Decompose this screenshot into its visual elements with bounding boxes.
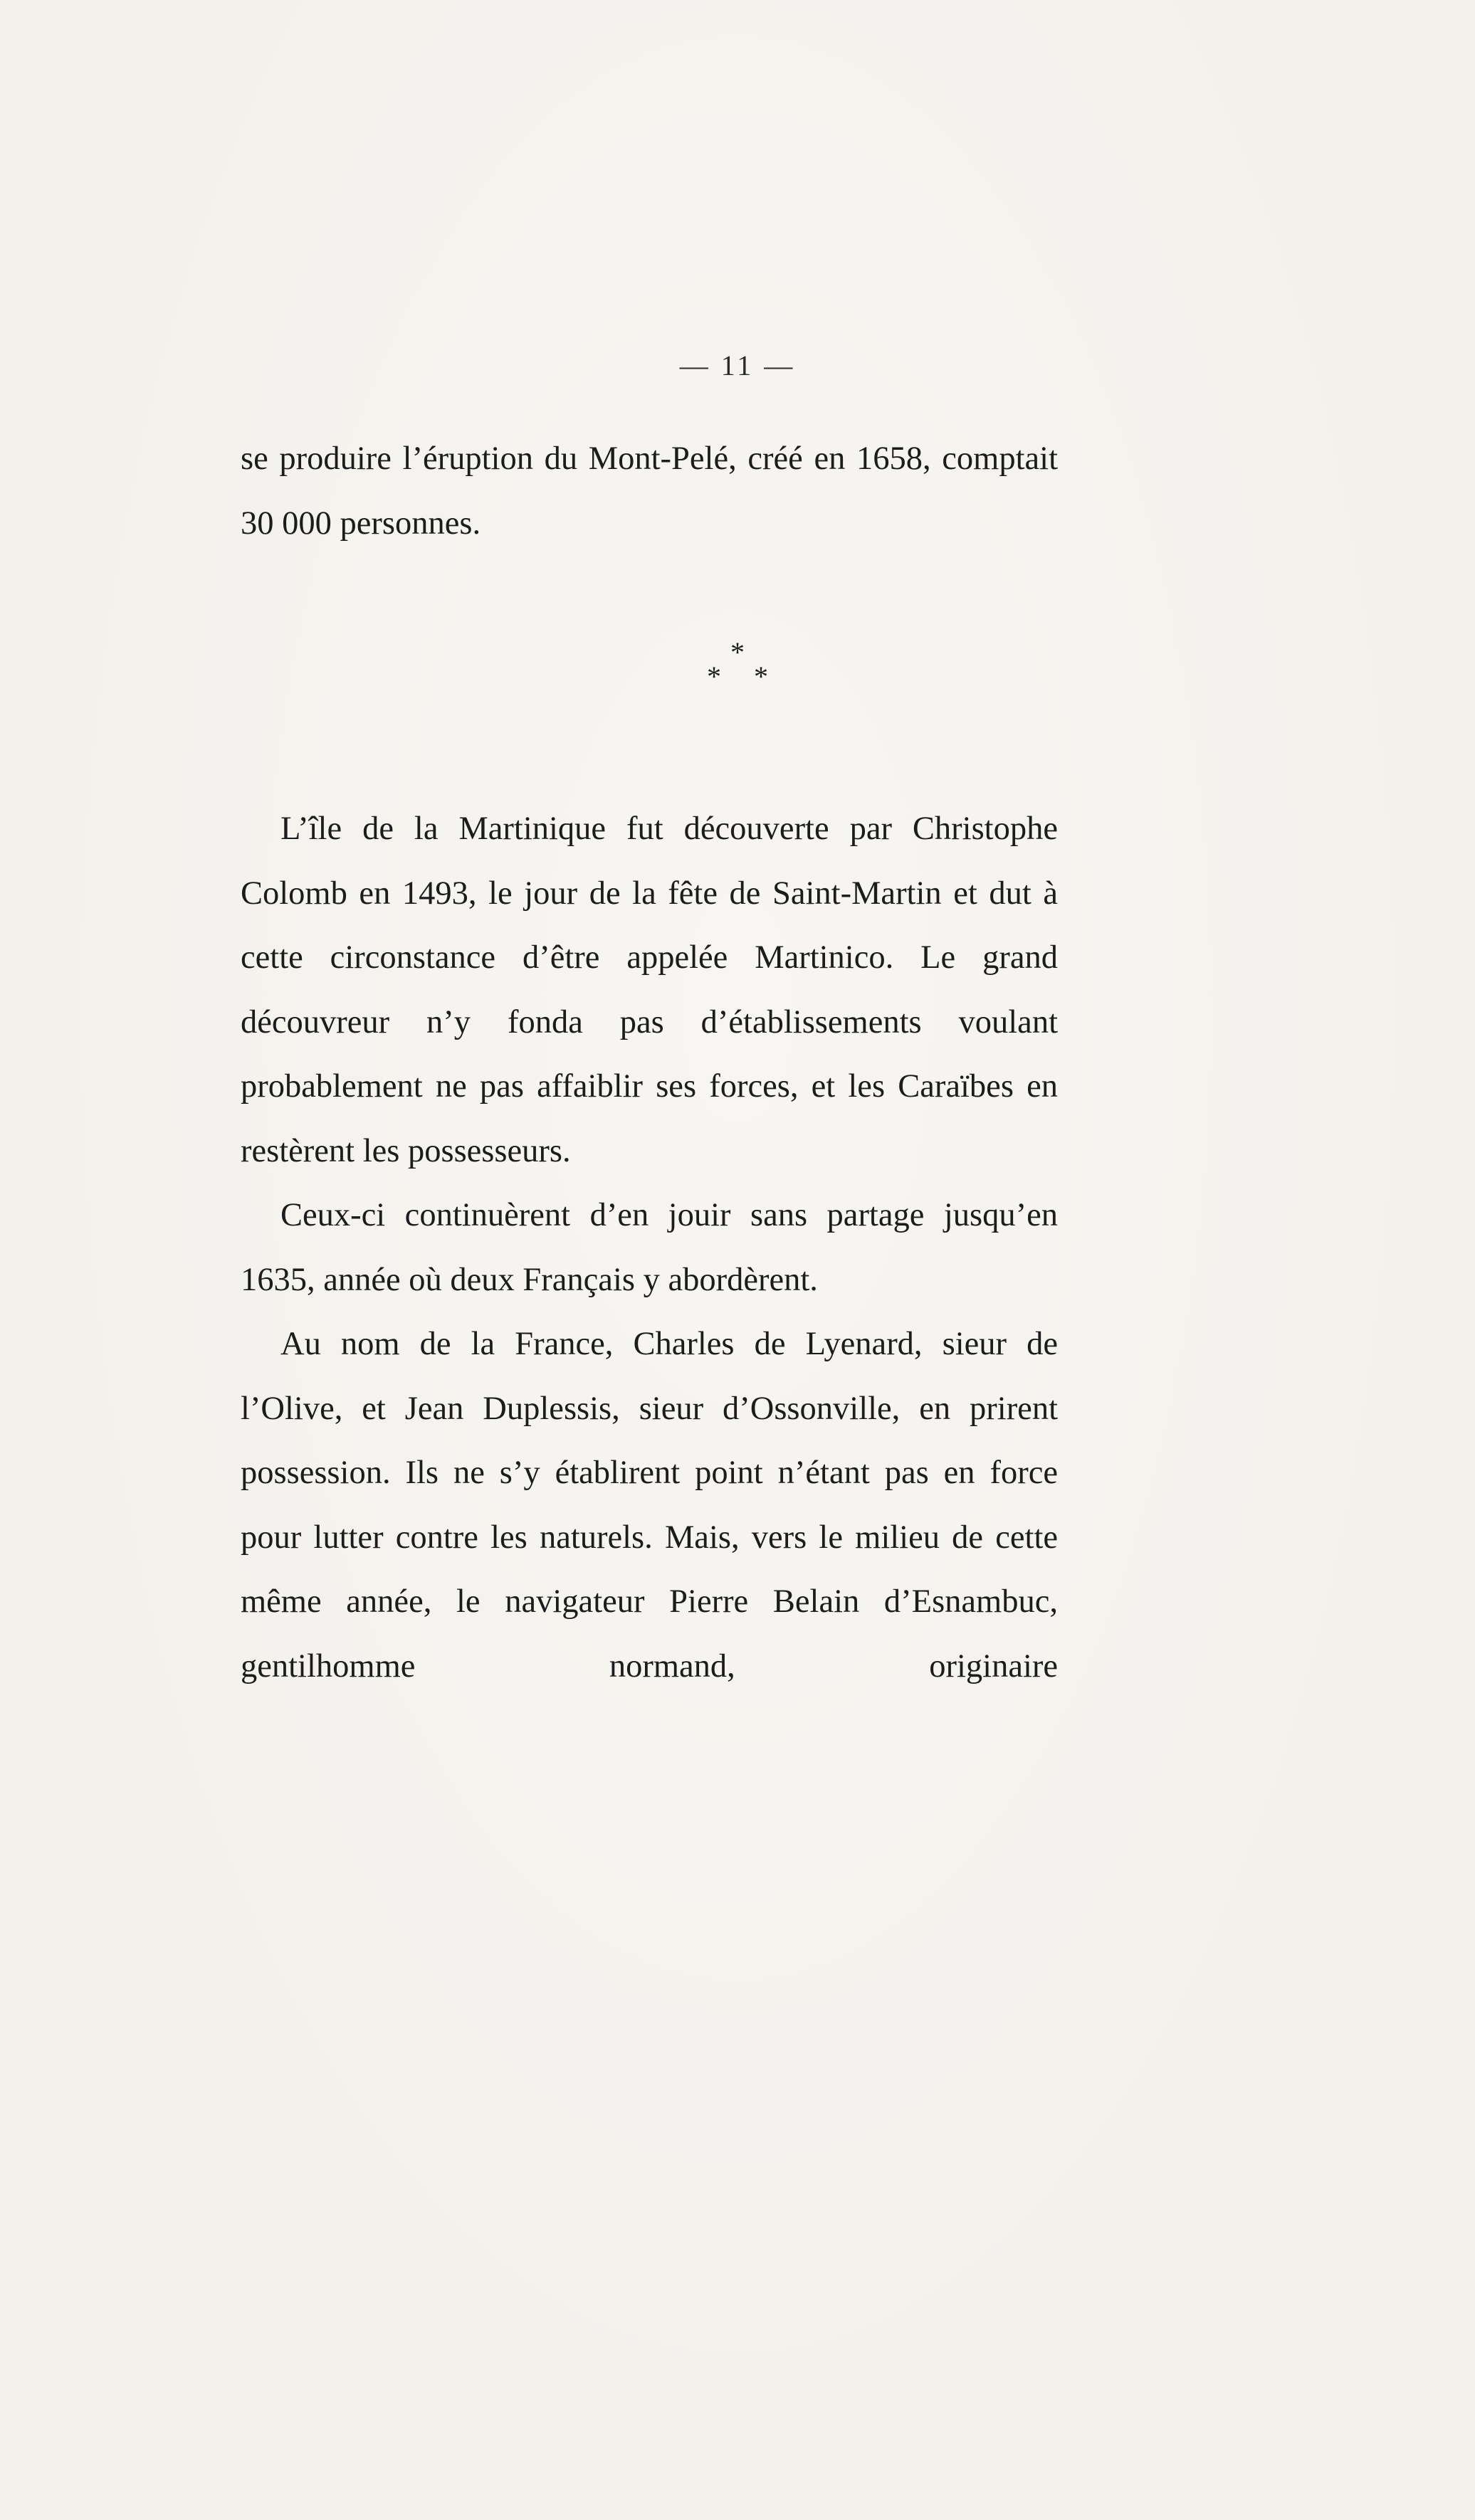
separator-star-top: * — [730, 636, 745, 668]
paragraph: Au nom de la France, Charles de Lyenard, sieur de l’Olive, et Jean Duplessis, sieur d’Ossonville, en prirent possession. Ils ne s’y établirent point n’étant pas en force pour lutter contre les naturels. Mais, vers le milieu de cette même année, le navigateur Pierre Belain d’Esnambuc, gentilhomme normand, originaire — [241, 1326, 1058, 1685]
section-separator — [0, 636, 1475, 692]
main-text — [241, 797, 1058, 1699]
paragraph: L’île de la Martinique fut découverte par Christophe Colomb en 1493, le jour de la fête de Saint-Martin et dut à cette circonstance d’être appelée Martinico. Le grand découvreur n’y fonda pas d’établissements voulant probablement ne pas affaiblir ses forces, et les Caraïbes en restèrent les possesseurs. — [241, 811, 1058, 1169]
separator-stars-bottom: * * — [707, 660, 781, 692]
paragraph: Ceux-ci continuèrent d’en jouir sans partage jusqu’en 1635, année où deux Français y abordèrent. — [241, 1197, 1058, 1298]
page-number: — 11 — — [679, 349, 796, 381]
paragraph: se produire l’éruption du Mont-Pelé, créé en 1658, comptait 30 000 personnes. — [241, 441, 1058, 542]
continuation-text — [241, 427, 1058, 556]
